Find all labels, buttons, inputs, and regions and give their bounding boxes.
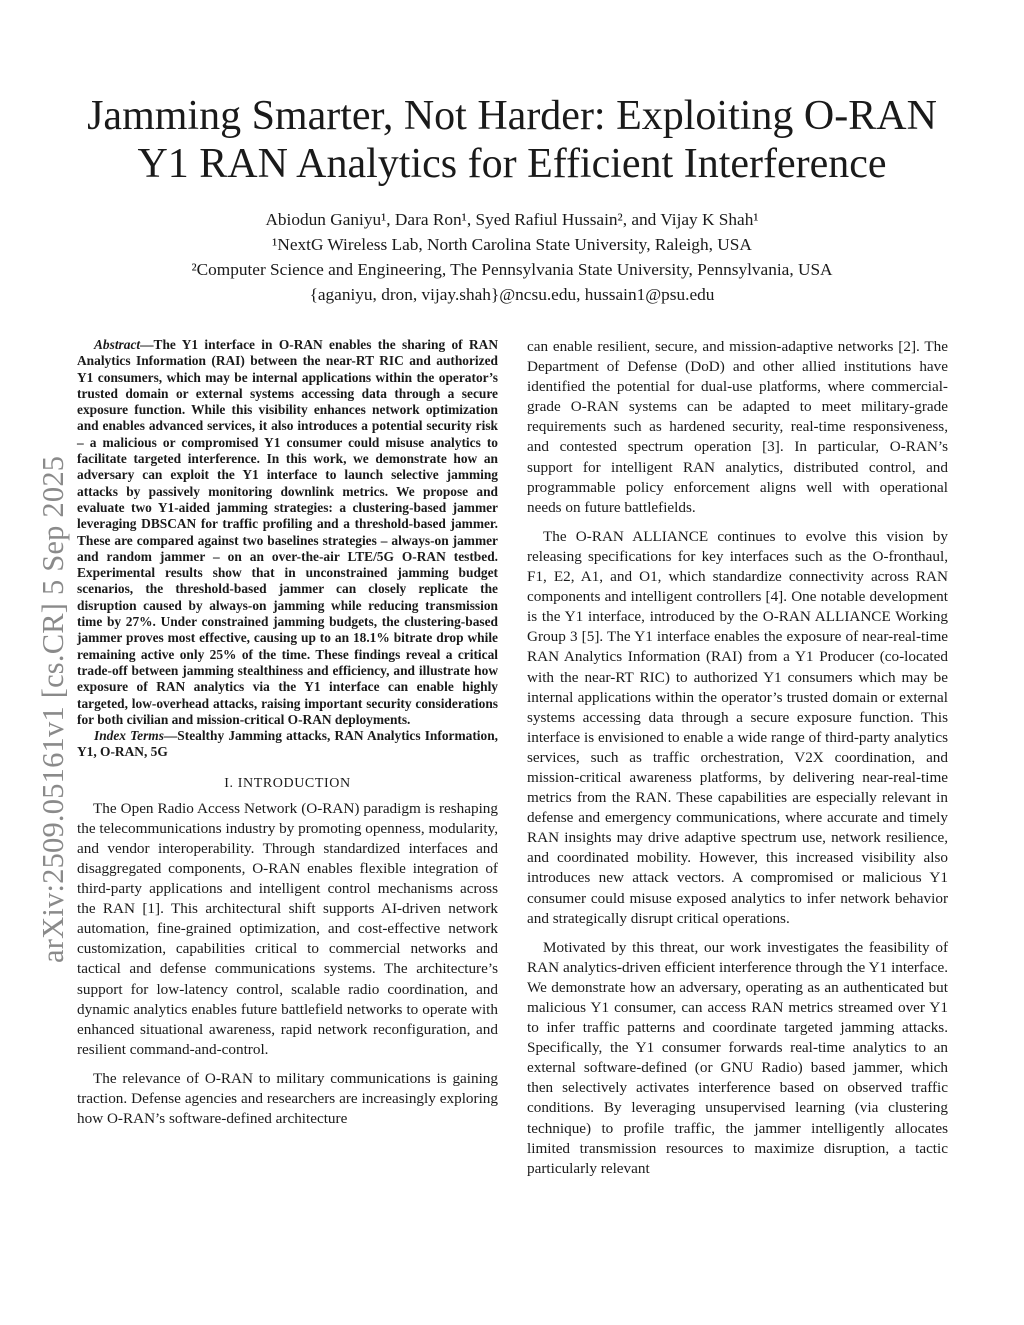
- title-line-2: Y1 RAN Analytics for Efficient Interference: [137, 141, 887, 187]
- paper-title: [60, 92, 964, 188]
- title-line-1: Jamming Smarter, Not Harder: Exploiting O-RAN: [87, 93, 937, 139]
- abstract-label: Abstract: [94, 337, 141, 352]
- body-paragraph: can enable resilient, secure, and mission-adaptive networks [2]. The Department of Defense (DoD) and other allied institutions have identified the potential for dual-use platforms, where commercial-grade O-RAN systems can be adapted to meet military-grade requirements such as hardened security, real-time responsiveness, and contested spectrum operation [3]. In particular, O-RAN’s support for intelligent RAN analytics, distributed control, and programmable policy enforcement aligns well with operational needs on future battlefields.: [527, 338, 948, 516]
- section-heading: I. INTRODUCTION: [224, 775, 351, 791]
- abstract-text: —The Y1 interface in O-RAN enables the sharing of RAN Analytics Information (RAI) between the near-RT RIC and authorized Y1 consumers, which may be internal applications within the operator’s trusted domain or external systems accessing data through a secure exposure function. While this visibility enhances network optimization and enables advanced services, it also introduces a potential security risk – a malicious or compromised Y1 consumer could misuse analytics to facilitate targeted interference. In this work, we demonstrate how an adversary can exploit the Y1 interface to launch selective jamming attacks by passively monitoring downlink metrics. We propose and evaluate two Y1-aided jamming strategies: a clustering-based jammer leveraging DBSCAN for traffic profiling and a threshold-based jammer. These are compared against two baselines strategies – always-on jammer and random jammer – on an over-the-air LTE/5G O-RAN testbed. Experimental results show that in unconstrained jamming budget scenarios, the threshold-based jammer can closely replicate the disruption caused by always-on jamming while reducing transmission time by 27%. Under constrained jamming budgets, the clustering-based jammer proves most effective, causing up to an 18.1% bitrate drop while remaining active only 25% of the time. These findings reveal a critical trade-off between jamming stealthiness and efficiency, and illustrate how exposure of RAN analytics via the Y1 interface can enable highly targeted, low-overhead attacks, raising important security considerations for both civilian and mission-critical O-RAN deployments.: [77, 337, 498, 727]
- index-terms: [77, 728, 498, 761]
- arxiv-sidebar: [31, 383, 75, 963]
- affiliation-1: ¹NextG Wireless Lab, North Carolina State University, Raleigh, USA: [272, 235, 752, 254]
- left-column: [77, 337, 498, 1138]
- arxiv-identifier: arXiv:2509.05161v1 [cs.CR] 5 Sep 2025: [36, 455, 70, 963]
- index-terms-label: Index Terms: [94, 728, 164, 744]
- author-block: [60, 207, 964, 307]
- author-emails: {aganiyu, dron, vijay.shah}@ncsu.edu, hussain1@psu.edu: [309, 285, 715, 304]
- body-paragraph: The Open Radio Access Network (O-RAN) paradigm is reshaping the telecommunications industry by promoting openness, modularity, and vendor interoperability. Through standardized interfaces and disaggregated components, O-RAN enables flexible integration of third-party applications and intelligent control mechanisms across the RAN [1]. This architectural shift supports AI-driven network automation, fine-grained optimization, and cost-effective network customization, capabilities critical to commercial networks and tactical and defense communications systems. The architecture’s support for low-latency control, scalable radio coordination, and dynamic analytics enables future battlefield networks to operate with enhanced situational awareness, rapid network reconfiguration, and resilient command-and-control.: [77, 799, 498, 1058]
- index-terms-text: —Stealthy Jamming attacks, RAN Analytics Information, Y1, O-RAN, 5G: [77, 728, 498, 760]
- body-paragraph: Motivated by this threat, our work investigates the feasibility of RAN analytics-driven efficient interference through the Y1 interface. We demonstrate how an adversary, operating as an authenticated but malicious Y1 consumer, can access RAN metrics streamed over Y1 to infer traffic patterns and coordinate targeted jamming attacks. Specifically, the Y1 consumer forwards real-time analytics to an external software-defined (or GNU Radio) based jammer, which then selectively activates interference based on observed traffic conditions. By leveraging unsupervised learning (via clustering technique) to profile traffic, the jammer intelligently allocates limited transmission resources to maximize disruption, a tactic particularly relevant: [527, 938, 948, 1177]
- affiliation-2: ²Computer Science and Engineering, The Pennsylvania State University, Pennsylvania, USA: [191, 260, 833, 279]
- right-column: [527, 337, 948, 1188]
- author-names: Abiodun Ganiyu¹, Dara Ron¹, Syed Rafiul Hussain², and Vijay K Shah¹: [265, 210, 759, 229]
- abstract: [77, 337, 498, 728]
- body-paragraph: The O-RAN ALLIANCE continues to evolve this vision by releasing specifications for key interfaces such as the O-fronthaul, F1, E2, A1, and O1, which standardize connectivity across RAN components and intelligent controllers [4]. One notable development is the Y1 interface, introduced by the O-RAN ALLIANCE Working Group 3 [5]. The Y1 interface enables the exposure of near-real-time RAN Analytics Information (RAI) from a Y1 Producer (co-located with the near-RT RIC) to authorized Y1 consumers which may be internal applications within the operator’s trusted domain or external systems accessing data through a secure exposure function. This interface is envisioned to enable a wide range of third-party analytics services, such as traffic orchestration, V2X coordination, and mission-critical awareness platforms, by delivering near-real-time metrics from the RAN. These capabilities are especially relevant in defense and emergency communications, where accurate and timely RAN insights may drive adaptive spectrum use, network resilience, and coordinated mobility. However, this increased visibility also introduces new attack vectors. A compromised or malicious Y1 consumer could misuse exposed analytics to infer network behavior and strategically disrupt critical operations.: [527, 527, 948, 927]
- body-paragraph: The relevance of O-RAN to military communications is gaining traction. Defense agencies and researchers are increasingly exploring how O-RAN’s software-defined architecture: [77, 1069, 498, 1128]
